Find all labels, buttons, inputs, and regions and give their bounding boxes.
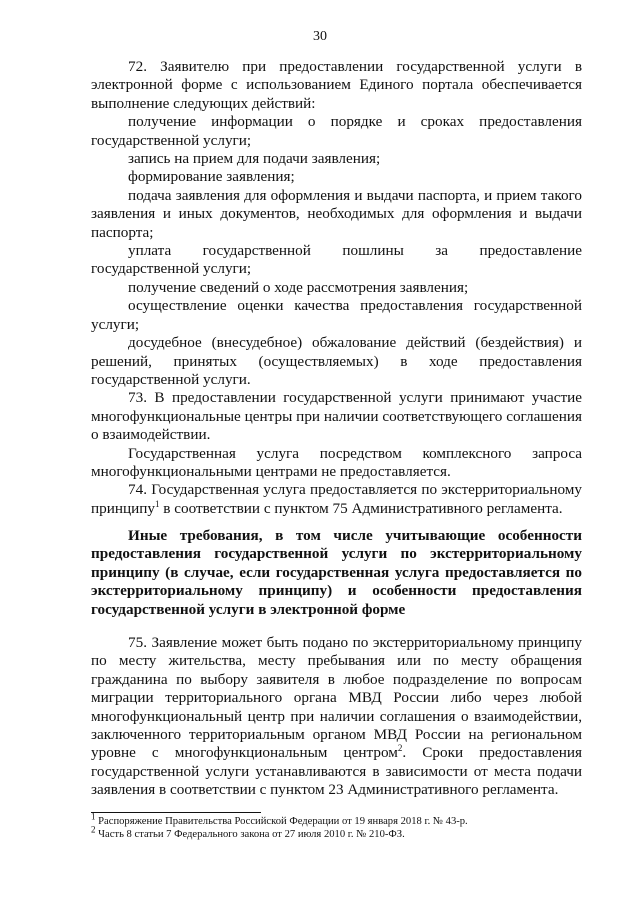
list-item: осуществление оценки качества предоставления государственной услуги; bbox=[91, 297, 582, 333]
paragraph-75-text-end: . Сроки предоставления государственной услуги устанавливаются в зависимости от места подачи заявления в соответствии с пунктом 23 Административного регламента. bbox=[91, 744, 582, 799]
list-item: досудебное (внесудебное) обжалование действий (бездействия) и решений, принятых (осуществляемых) в ходе предоставления государственной услуги. bbox=[91, 334, 582, 388]
footnote-2 bbox=[91, 824, 582, 841]
main-text-2 bbox=[91, 634, 582, 800]
paragraph-72: 72. Заявителю при предоставлении государственной услуги в электронной форме с использованием Единого портала обеспечивается выполнение следующих действий: bbox=[91, 58, 582, 112]
footnote-1-text: Распоряжение Правительства Российской Федерации от 19 января 2018 г. № 43-р. bbox=[95, 816, 468, 827]
paragraph-74-text-end: в соответствии с пунктом 75 Административного регламента. bbox=[159, 499, 563, 517]
list-item: уплата государственной пошлины за предоставление государственной услуги; bbox=[91, 242, 582, 278]
paragraph-74-text: 74. Государственная услуга предоставляется по экстерриториальному принципу bbox=[91, 481, 582, 517]
paragraph-75-text: 75. Заявление может быть подано по экстерриториальному принципу по месту жительства, месту пребывания или по месту обращения гражданина по выбору заявителя в любое подразделение по вопросам миграции территориального органа МВД России либо через любой многофункциональный центр при наличии соглашения о взаимодействии, заключенного территориальным органом МВД России на региональном уровне с многофункциональным центром bbox=[91, 634, 582, 762]
paragraph-75 bbox=[91, 634, 582, 800]
list-item: формирование заявления; bbox=[128, 168, 295, 186]
footnote-ref-2: 2 bbox=[397, 743, 403, 754]
footnote-ref-1: 1 bbox=[154, 498, 160, 509]
paragraph-73-note: Государственная услуга посредством комплексного запроса многофункциональными центрами не предоставляется. bbox=[91, 444, 582, 480]
list-item: запись на прием для подачи заявления; bbox=[128, 150, 381, 168]
paragraph-74 bbox=[91, 481, 582, 518]
list-item: получение информации о порядке и сроках предоставления государственной услуги; bbox=[91, 113, 582, 149]
page-number: 30 bbox=[313, 29, 327, 44]
footnote-mark-2: 2 bbox=[91, 824, 96, 835]
list-item: подача заявления для оформления и выдачи паспорта, и прием такого заявления и иных документов, необходимых для оформления и выдачи паспорта; bbox=[91, 186, 582, 241]
footnote-mark-1: 1 bbox=[91, 811, 96, 822]
footnotes bbox=[91, 811, 582, 841]
footnote-divider bbox=[91, 812, 261, 813]
footnote-2-text: Часть 8 статьи 7 Федерального закона от 27 июля 2010 г. № 210-ФЗ. bbox=[95, 829, 405, 840]
list-item: получение сведений о ходе рассмотрения заявления; bbox=[128, 278, 469, 296]
section-heading: Иные требования, в том числе учитывающие особенности предоставления государственной услуги по экстерриториальному принципу (в случае, если государственная услуга предоставляется по экстерриториальному принципу) и особенности предоставления государственной услуги в электронной форме bbox=[91, 527, 582, 618]
footnote-1 bbox=[91, 811, 582, 828]
main-text bbox=[91, 58, 582, 518]
paragraph-73: 73. В предоставлении государственной услуги принимают участие многофункциональные центры при наличии соответствующего соглашения о взаимодействии. bbox=[91, 389, 582, 444]
